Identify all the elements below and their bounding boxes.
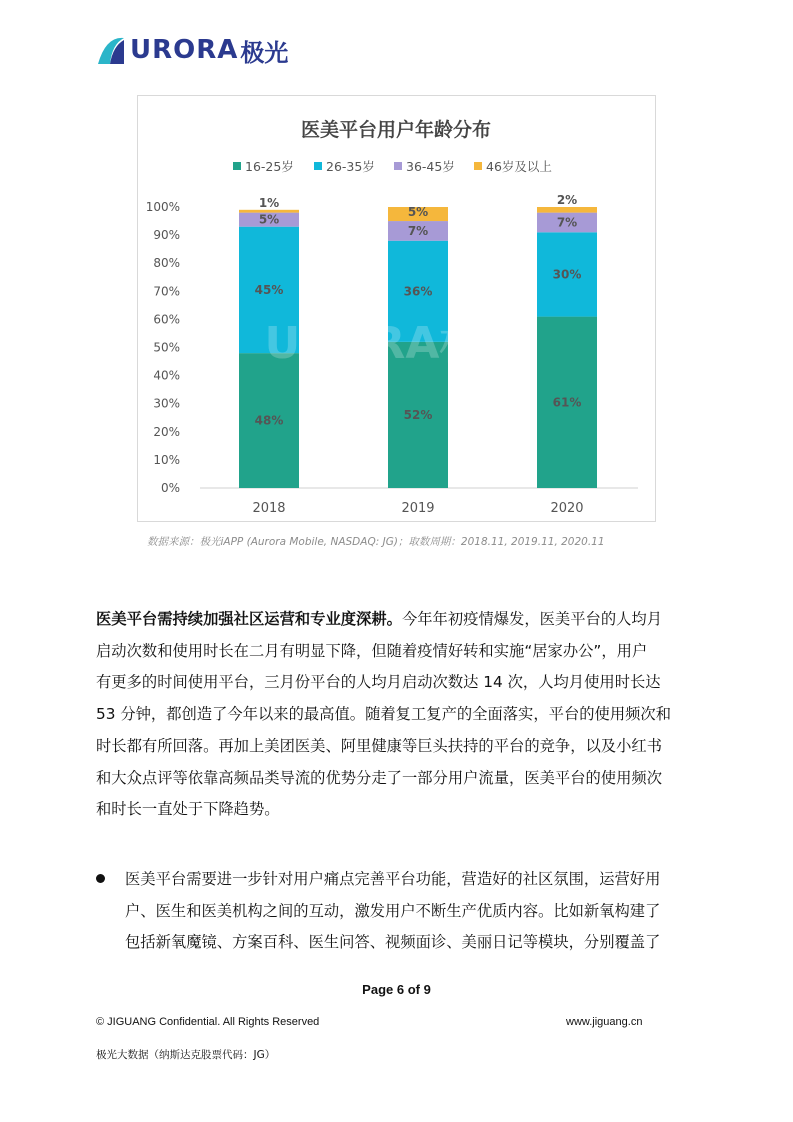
legend-swatch-1 (314, 162, 322, 170)
x-tick-label: 2019 (401, 501, 435, 516)
legend-swatch-3 (474, 162, 482, 170)
y-tick-label: 0% (160, 481, 180, 495)
aurora-logo (96, 32, 288, 68)
source-note: 数据来源：极光iAPP (Aurora Mobile, NASDAQ: JG)；取数周期：2018.11, 2019.11, 2020.11 (147, 536, 605, 548)
legend-label-3: 46岁及以上 (486, 159, 552, 174)
y-tick-label: 50% (153, 340, 180, 355)
data-label: 45% (254, 282, 284, 297)
data-label: 5% (258, 212, 280, 227)
bullet-line-2: 户、医生和医美机构之间的互动，激发用户不断生产优质内容。比如新氧构建了 (125, 901, 661, 920)
bar-segment (537, 207, 597, 213)
data-label: 7% (556, 215, 578, 230)
age-distribution-chart (137, 95, 656, 522)
data-label: 30% (552, 267, 582, 282)
chart-title: 医美平台用户年龄分布 (300, 119, 492, 141)
body-paragraph (96, 604, 706, 826)
data-label: 2% (556, 193, 578, 207)
y-tick-label: 20% (153, 424, 180, 439)
watermark-text: URORA极光 (264, 318, 528, 369)
bullet-line-1: 医美平台需要进一步针对用户痛点完善平台功能，营造好的社区氛围，运营好用 (125, 870, 661, 888)
chart-svg (138, 96, 655, 521)
company-note: 极光大数据（纳斯达克股票代码：JG） (96, 1049, 276, 1061)
x-tick-label: 2020 (550, 501, 584, 516)
data-label: 5% (407, 205, 429, 219)
y-tick-label: 90% (153, 228, 180, 243)
y-tick-label: 10% (153, 452, 180, 467)
para-lead: 医美平台需持续加强社区运营和专业度深耕。 (96, 610, 402, 628)
para-line-1 (96, 604, 706, 636)
y-tick-label: 80% (153, 256, 180, 271)
bullet-text (125, 864, 706, 959)
bullet-dot-icon (96, 874, 105, 883)
para-line-4: 53 分钟，都创造了今年以来的最高值。随着复工复产的全面落实，平台的使用频次和 (96, 705, 672, 724)
website-link[interactable]: www.jiguang.cn (566, 1016, 643, 1028)
bullet-line-3: 包括新氧魔镜、方案百科、医生问答、视频面诊、美丽日记等模块，分别覆盖了 (125, 933, 661, 951)
y-tick-label: 100% (145, 200, 180, 214)
copyright: © JIGUANG Confidential. All Rights Reserved (96, 1016, 320, 1028)
data-label: 61% (552, 395, 582, 410)
legend-swatch-0 (233, 162, 241, 170)
x-tick-label: 2018 (252, 501, 286, 516)
bar-segment (239, 210, 299, 213)
legend-label-2: 36-45岁 (406, 159, 455, 174)
legend-label-1: 26-35岁 (326, 159, 375, 174)
legend-swatch-2 (394, 162, 402, 170)
legend-label-0: 16-25岁 (245, 159, 294, 174)
y-tick-label: 40% (153, 368, 180, 383)
y-tick-label: 30% (153, 396, 180, 411)
y-tick-label: 60% (153, 312, 180, 327)
para-line-1-rest: 今年年初疫情爆发，医美平台的人均月 (401, 610, 663, 628)
data-label: 52% (403, 407, 433, 422)
page-number: Page 6 of 9 (362, 982, 431, 997)
aurora-logo-icon (96, 34, 126, 66)
para-line-7: 和时长一直处于下降趋势。 (96, 800, 280, 819)
data-label: 1% (258, 195, 280, 210)
data-label: 36% (403, 284, 433, 299)
data-label: 48% (254, 413, 284, 428)
para-line-3: 有更多的时间使用平台，三月份平台的人均月启动次数达 14 次，人均月使用时长达 (96, 673, 661, 692)
para-line-2: 启动次数和使用时长在二月有明显下降，但随着疫情好转和实施“居家办公”，用户 (96, 641, 648, 660)
bullet-item (96, 864, 706, 959)
para-line-6: 和大众点评等依靠高频品类导流的优势分走了一部分用户流量，医美平台的使用频次 (96, 768, 662, 787)
logo-cn-text: 极光 (240, 38, 289, 67)
data-label: 7% (407, 223, 429, 238)
y-tick-label: 70% (153, 284, 180, 299)
logo-text: URORA (130, 35, 239, 65)
para-line-5: 时长都有所回落。再加上美团医美、阿里健康等巨头扶持的平台的竞争，以及小红书 (96, 736, 662, 755)
